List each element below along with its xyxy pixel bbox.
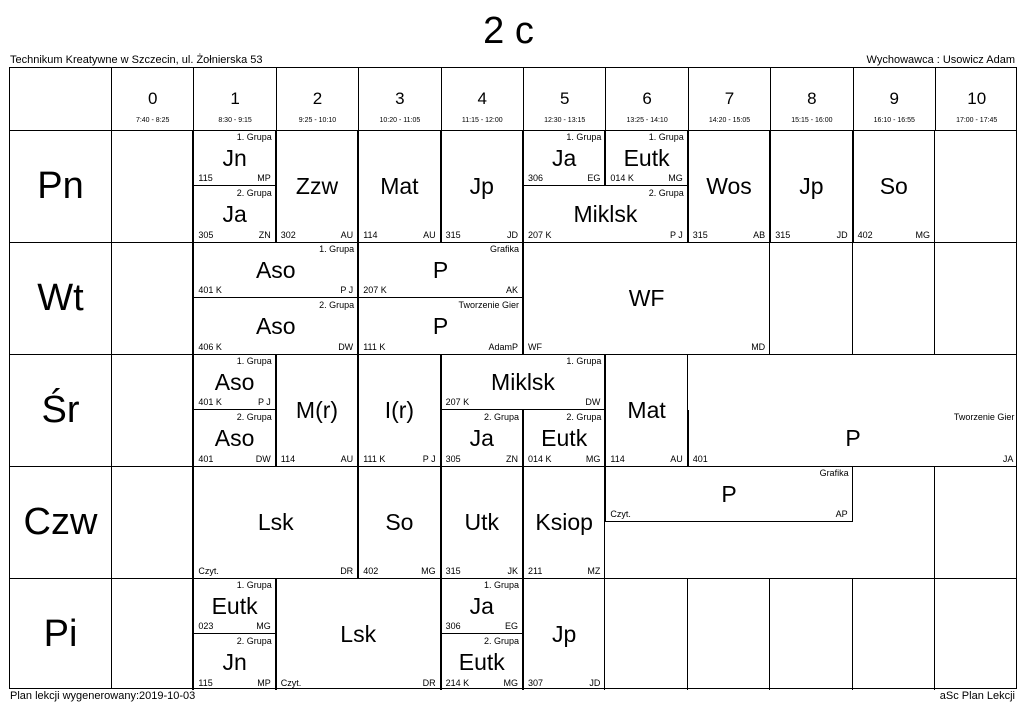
lesson-group: Grafika: [489, 244, 519, 254]
lesson-group: Tworzenie Gier: [953, 412, 1015, 422]
lesson-room: 306: [445, 621, 461, 631]
period-header: [276, 68, 358, 130]
lesson-room: 401: [198, 454, 214, 464]
lesson-cell[interactable]: [276, 578, 441, 690]
period-number: 4: [477, 89, 488, 108]
lesson-teacher: MP: [257, 678, 271, 688]
lesson-teacher: DW: [585, 397, 601, 407]
empty-slot: [111, 354, 193, 466]
lesson-group: 2. Grupa: [483, 412, 519, 422]
lesson-cell[interactable]: [193, 186, 275, 242]
lesson-teacher: MG: [503, 678, 518, 688]
lesson-cell[interactable]: [605, 130, 687, 186]
lesson-room: 023: [198, 621, 214, 631]
lesson-cell[interactable]: [441, 634, 523, 690]
period-number: 9: [889, 89, 900, 108]
lesson-group: 2. Grupa: [236, 412, 272, 422]
lesson-subject: WF: [628, 285, 665, 311]
lesson-teacher: AP: [835, 509, 848, 519]
lesson-subject: Mat: [380, 173, 419, 199]
lesson-cell[interactable]: [441, 354, 606, 410]
lesson-teacher: JD: [506, 230, 518, 240]
lesson-cell[interactable]: [441, 130, 523, 242]
app-brand: aSc Plan Lekcji: [939, 690, 1015, 702]
lesson-subject: Jp: [552, 621, 577, 647]
lesson-cell[interactable]: [441, 466, 523, 578]
lesson-cell[interactable]: [688, 410, 1017, 466]
lesson-subject: P: [432, 313, 449, 339]
empty-slot: [935, 242, 1017, 354]
period-number: 5: [559, 89, 570, 108]
lesson-cell[interactable]: [358, 298, 523, 354]
lesson-cell[interactable]: [853, 130, 935, 242]
lesson-subject: Jn: [222, 145, 247, 171]
lesson-teacher: P J: [257, 397, 271, 407]
period-header: [523, 68, 605, 130]
lesson-group: 2. Grupa: [236, 188, 272, 198]
class-title: 2 c: [483, 10, 534, 52]
lesson-cell[interactable]: [276, 130, 358, 242]
lesson-teacher: P J: [669, 230, 683, 240]
lesson-room: 305: [445, 454, 461, 464]
lesson-cell[interactable]: [193, 410, 275, 466]
lesson-subject: P: [845, 425, 861, 451]
generated-date: Plan lekcji wygenerowany:2019-10-03: [10, 690, 196, 702]
lesson-cell[interactable]: [193, 634, 275, 690]
lesson-group: Tworzenie Gier: [458, 300, 519, 310]
lesson-subject: Ja: [469, 425, 494, 451]
lesson-subject: Jp: [799, 173, 824, 199]
period-header: [193, 68, 275, 130]
day-label: Śr: [41, 388, 80, 431]
lesson-room: 207 K: [528, 230, 552, 240]
lesson-teacher: MP: [257, 173, 271, 183]
lesson-teacher: AK: [505, 285, 518, 295]
lesson-room: 401 K: [198, 285, 222, 295]
lesson-cell[interactable]: [193, 578, 275, 634]
period-time: 10:20 - 11:05: [379, 117, 421, 124]
lesson-room: 315: [445, 230, 461, 240]
lesson-room: 115: [198, 173, 213, 183]
lesson-teacher: MG: [256, 621, 271, 631]
period-time: 7:40 - 8:25: [135, 117, 170, 124]
lesson-room: 315: [775, 230, 791, 240]
lesson-teacher: MG: [421, 566, 436, 576]
lesson-cell[interactable]: [605, 354, 687, 466]
period-time: 17:00 - 17:45: [956, 117, 998, 124]
period-time: 13:25 - 14:10: [626, 117, 668, 124]
lesson-cell[interactable]: [523, 242, 770, 354]
lesson-cell[interactable]: [770, 130, 852, 242]
period-header: [688, 68, 770, 130]
lesson-teacher: AdamP: [488, 342, 518, 352]
lesson-teacher: MG: [585, 454, 601, 464]
lesson-teacher: AB: [753, 230, 766, 240]
lesson-room: Czyt.: [198, 566, 219, 576]
lesson-group: 2. Grupa: [483, 636, 519, 646]
period-header: [441, 68, 523, 130]
lesson-subject: Eutk: [623, 145, 670, 171]
empty-slot: [770, 242, 852, 354]
period-time: 16:10 - 16:55: [873, 117, 915, 124]
lesson-cell[interactable]: [358, 242, 523, 298]
empty-slot: [770, 578, 852, 690]
lesson-subject: Aso: [214, 369, 255, 395]
lesson-room: 211: [528, 566, 543, 576]
empty-slot: [853, 578, 935, 690]
lesson-cell[interactable]: [523, 578, 605, 690]
empty-slot: [935, 578, 1017, 690]
period-number: 1: [230, 89, 240, 108]
lesson-cell[interactable]: [441, 578, 523, 634]
lesson-subject: Jn: [222, 649, 247, 675]
day-label: Wt: [37, 276, 84, 319]
lesson-room: 111 K: [363, 342, 386, 352]
lesson-cell[interactable]: [193, 130, 275, 186]
lesson-group: 2. Grupa: [566, 412, 602, 422]
lesson-subject: P: [721, 481, 737, 507]
period-header: [111, 68, 193, 130]
lesson-group: 2. Grupa: [319, 300, 355, 310]
lesson-subject: So: [879, 173, 908, 199]
empty-slot: [688, 578, 770, 690]
lesson-room: 306: [528, 173, 544, 183]
lesson-subject: Wos: [706, 173, 752, 199]
lesson-group: 1. Grupa: [236, 356, 272, 366]
empty-slot: [111, 466, 193, 578]
lesson-cell[interactable]: [358, 130, 440, 242]
lesson-cell[interactable]: [523, 186, 688, 242]
lesson-room: 402: [363, 566, 379, 576]
lesson-subject: Ja: [552, 145, 577, 171]
period-number: 6: [642, 89, 652, 108]
period-time: 15:15 - 16:00: [791, 117, 833, 124]
lesson-group: Grafika: [819, 468, 849, 478]
lesson-room: 315: [692, 230, 708, 240]
lesson-room: 401: [692, 454, 708, 464]
lesson-room: 207 K: [445, 397, 470, 407]
empty-slot: [853, 466, 935, 578]
lesson-room: Czyt.: [280, 678, 302, 688]
lesson-group: 1. Grupa: [566, 132, 602, 142]
period-time: 9:25 - 10:10: [298, 117, 337, 124]
lesson-room: 305: [198, 230, 214, 240]
empty-slot: [111, 130, 193, 242]
lesson-subject: Aso: [255, 257, 296, 283]
lesson-subject: Miklsk: [491, 369, 555, 395]
timetable-grid: [9, 67, 1017, 689]
lesson-group: 2. Grupa: [236, 636, 272, 646]
lesson-subject: Aso: [214, 425, 255, 451]
homeroom-teacher: Wychowawca : Usowicz Adam: [866, 54, 1015, 66]
lesson-cell[interactable]: [193, 298, 358, 354]
period-header: [770, 68, 852, 130]
lesson-room: 114: [280, 454, 296, 464]
lesson-room: 014 K: [610, 173, 634, 183]
lesson-subject: M(r): [295, 397, 339, 423]
lesson-subject: Zzw: [295, 173, 339, 199]
lesson-subject: Ja: [222, 201, 247, 227]
lesson-teacher: AU: [670, 454, 683, 464]
lesson-teacher: JK: [507, 566, 518, 576]
empty-slot: [935, 130, 1017, 242]
lesson-cell[interactable]: [358, 466, 440, 578]
lesson-teacher: ZN: [505, 454, 518, 464]
lesson-cell[interactable]: [358, 354, 440, 466]
period-header: [853, 68, 935, 130]
lesson-room: 315: [445, 566, 461, 576]
period-time: 8:30 - 9:15: [218, 117, 252, 124]
lesson-teacher: DW: [255, 454, 271, 464]
lesson-teacher: P J: [422, 454, 436, 464]
lesson-room: 214 K: [445, 678, 470, 688]
lesson-teacher: AU: [423, 230, 436, 240]
lesson-cell[interactable]: [605, 466, 852, 522]
lesson-room: 114: [363, 230, 378, 240]
lesson-cell[interactable]: [193, 466, 358, 578]
lesson-teacher: MZ: [587, 566, 601, 576]
lesson-cell[interactable]: [193, 354, 275, 410]
period-header: [605, 68, 687, 130]
empty-slot: [605, 578, 687, 690]
lesson-subject: Ksiop: [535, 509, 593, 535]
lesson-subject: Eutk: [211, 593, 258, 619]
lesson-cell[interactable]: [523, 130, 605, 186]
lesson-room: Czyt.: [610, 509, 631, 519]
lesson-room: 406 K: [198, 342, 222, 352]
lesson-subject: Utk: [464, 509, 500, 535]
lesson-room: 207 K: [363, 285, 387, 295]
period-number: 7: [724, 89, 735, 108]
lesson-group: 1. Grupa: [236, 132, 272, 142]
empty-slot: [853, 242, 935, 354]
lesson-teacher: P J: [340, 285, 354, 295]
lesson-room: 111 K: [363, 454, 386, 464]
lesson-subject: P: [432, 257, 449, 283]
lesson-subject: Eutk: [541, 425, 588, 451]
empty-slot: [111, 242, 193, 354]
lesson-teacher: JA: [1002, 454, 1014, 464]
lesson-group: 1. Grupa: [236, 580, 272, 590]
day-label: Pn: [37, 164, 84, 207]
lesson-teacher: EG: [587, 173, 601, 183]
lesson-room: 114: [610, 454, 625, 464]
lesson-teacher: MD: [751, 342, 766, 352]
lesson-teacher: DR: [340, 566, 354, 576]
lesson-room: 307: [528, 678, 544, 688]
lesson-subject: Lsk: [257, 509, 294, 535]
lesson-teacher: JD: [836, 230, 848, 240]
lesson-room: 401 K: [198, 397, 222, 407]
lesson-room: 014 K: [528, 454, 552, 464]
period-time: 11:15 - 12:00: [461, 117, 503, 124]
lesson-group: 1. Grupa: [648, 132, 684, 142]
lesson-teacher: AU: [340, 454, 354, 464]
lesson-cell[interactable]: [523, 466, 605, 578]
lesson-subject: Lsk: [340, 621, 377, 647]
lesson-group: 1. Grupa: [483, 580, 519, 590]
period-number: 2: [312, 89, 323, 108]
lesson-cell[interactable]: [688, 130, 770, 242]
period-number: 10: [967, 89, 987, 108]
lesson-subject: So: [385, 509, 414, 535]
period-time: 12:30 - 13:15: [544, 117, 586, 124]
school-name: Technikum Kreatywne w Szczecin, ul. Żołnierska 53: [10, 54, 263, 66]
lesson-teacher: DW: [338, 342, 354, 352]
period-number: 0: [147, 89, 158, 108]
lesson-room: WF: [528, 342, 542, 352]
lesson-room: 115: [198, 678, 213, 688]
lesson-cell[interactable]: [276, 354, 358, 466]
lesson-teacher: MG: [668, 173, 683, 183]
period-number: 3: [395, 89, 405, 108]
lesson-teacher: ZN: [258, 230, 271, 240]
period-time: 14:20 - 15:05: [708, 117, 751, 124]
empty-slot: [111, 578, 193, 690]
lesson-subject: Aso: [255, 313, 296, 339]
lesson-teacher: EG: [504, 621, 518, 631]
lesson-subject: Mat: [627, 397, 666, 423]
lesson-group: 2. Grupa: [648, 188, 684, 198]
lesson-subject: Eutk: [458, 649, 505, 675]
day-label: Czw: [23, 500, 98, 543]
lesson-group: 1. Grupa: [566, 356, 602, 366]
lesson-teacher: JD: [589, 678, 601, 688]
day-label: Pi: [43, 612, 78, 655]
lesson-teacher: DR: [422, 678, 436, 688]
lesson-room: 402: [857, 230, 873, 240]
lesson-subject: Miklsk: [573, 201, 638, 227]
lesson-subject: Jp: [469, 173, 494, 199]
lesson-cell[interactable]: [193, 242, 358, 298]
lesson-subject: I(r): [384, 397, 415, 423]
period-header: [358, 68, 440, 130]
period-number: 8: [807, 89, 817, 108]
period-header: [935, 68, 1017, 130]
lesson-cell[interactable]: [441, 410, 523, 466]
lesson-teacher: MG: [915, 230, 930, 240]
lesson-subject: Ja: [469, 593, 494, 619]
lesson-group: 1. Grupa: [319, 244, 355, 254]
lesson-room: 302: [280, 230, 296, 240]
lesson-teacher: AU: [340, 230, 354, 240]
lesson-cell[interactable]: [523, 410, 605, 466]
empty-slot: [935, 466, 1017, 578]
